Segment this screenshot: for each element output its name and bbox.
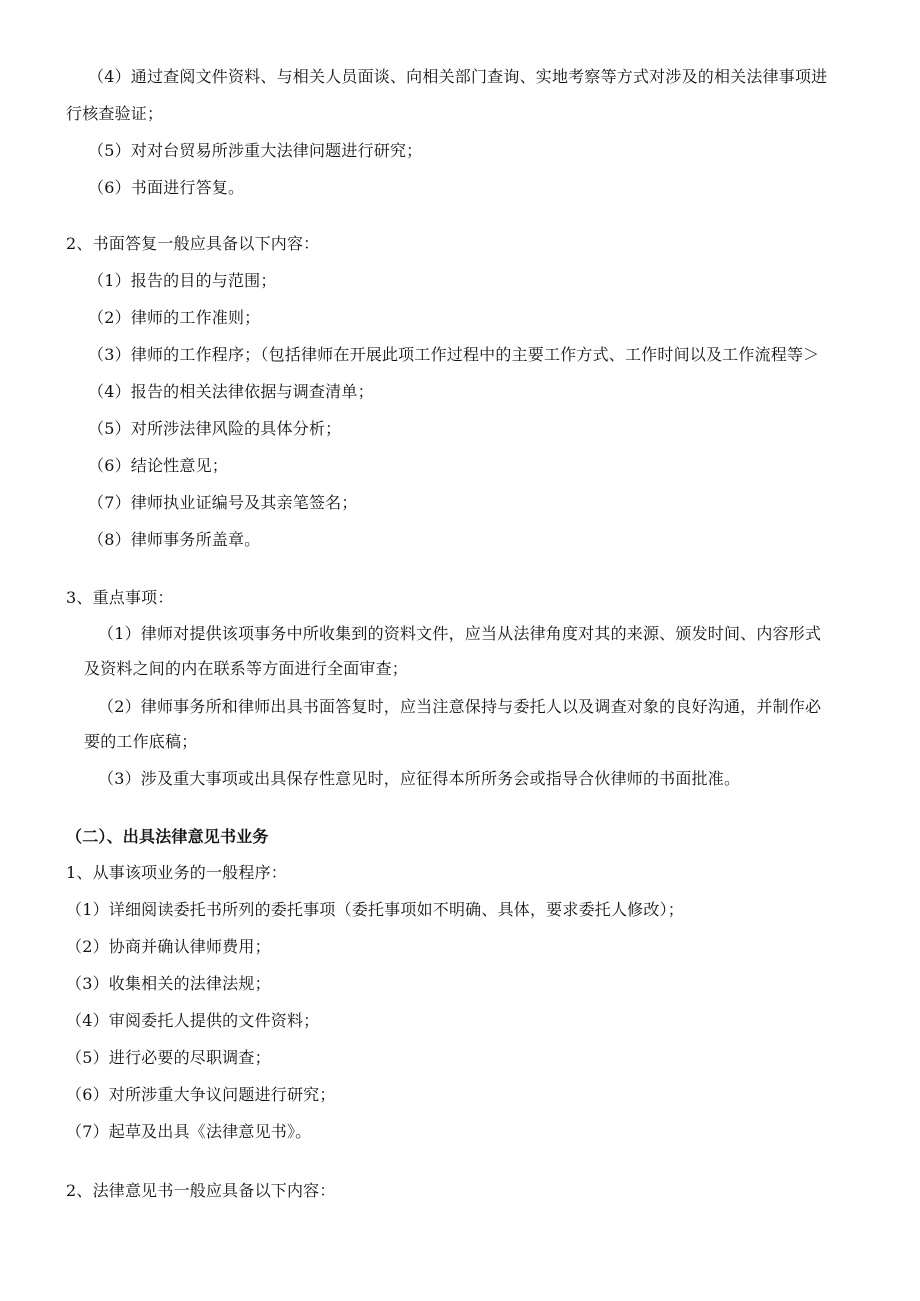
reply-heading: 2、书面答复一般应具备以下内容：: [66, 234, 320, 253]
key-point-1-line-1: （1）律师对提供该项事务中所收集到的资料文件，应当从法律角度对其的来源、颁发时间、内容形式: [98, 624, 822, 643]
key-point-1-line-2: 及资料之间的内在联系等方面进行全面审查；: [84, 659, 409, 678]
section-2-title: （二）、出具法律意见书业务: [66, 827, 269, 846]
reply-item-2: （2）律师的工作准则；: [88, 308, 261, 327]
reply-item-4: （4）报告的相关法律依据与调查清单；: [88, 382, 374, 401]
key-point-3: （3）涉及重大事项或出具保存性意见时，应征得本所所务会或指导合伙律师的书面批准。: [98, 769, 741, 788]
procedure-heading: 1、从事该项业务的一般程序：: [66, 863, 287, 882]
reply-item-1: （1）报告的目的与范围；: [88, 271, 277, 290]
step-5: （5）对对台贸易所涉重大法律问题进行研究；: [88, 141, 423, 160]
reply-item-3: （3）律师的工作程序；（包括律师在开展此项工作过程中的主要工作方式、工作时间以及工作流程等＞: [88, 345, 820, 364]
procedure-item-6: （6）对所涉重大争议问题进行研究；: [66, 1085, 336, 1104]
opinion-heading: 2、法律意见书一般应具备以下内容：: [66, 1181, 336, 1200]
key-points-heading: 3、重点事项：: [66, 588, 174, 607]
procedure-item-3: （3）收集相关的法律法规；: [66, 974, 271, 993]
step-6: （6）书面进行答复。: [88, 178, 245, 197]
step-4-line-1: （4）通过查阅文件资料、与相关人员面谈、向相关部门查询、实地考察等方式对涉及的相关法律事项进: [88, 67, 828, 86]
reply-item-6: （6）结论性意见；: [88, 456, 228, 475]
key-point-2-line-2: 要的工作底稿；: [84, 732, 198, 751]
procedure-item-7: （7）起草及出具《法律意见书》。: [66, 1122, 312, 1141]
step-4-line-2: 行核查验证；: [66, 104, 164, 123]
procedure-item-4: （4）审阅委托人提供的文件资料；: [66, 1011, 320, 1030]
key-point-2-line-1: （2）律师事务所和律师出具书面答复时，应当注意保持与委托人以及调查对象的良好沟通，并制作必: [98, 697, 822, 716]
reply-item-7: （7）律师执业证编号及其亲笔签名；: [88, 493, 358, 512]
reply-item-8: （8）律师事务所盖章。: [88, 530, 261, 549]
reply-item-5: （5）对所涉法律风险的具体分析；: [88, 419, 342, 438]
procedure-item-2: （2）协商并确认律师费用；: [66, 937, 271, 956]
procedure-item-5: （5）进行必要的尽职调查；: [66, 1048, 271, 1067]
procedure-item-1: （1）详细阅读委托书所列的委托事项（委托事项如不明确、具体，要求委托人修改）；: [66, 900, 684, 919]
